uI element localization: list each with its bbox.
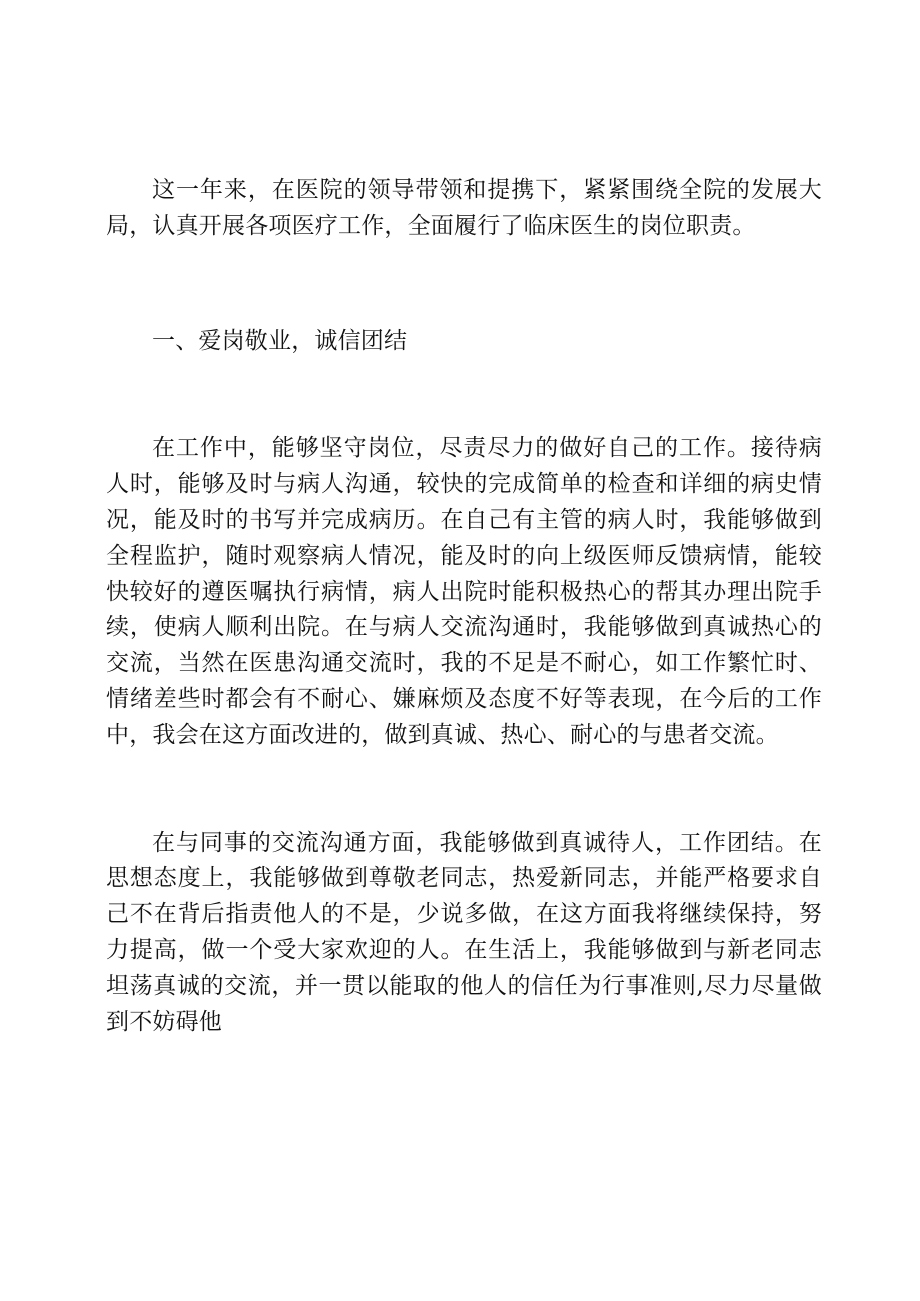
work-paragraph: 在工作中，能够坚守岗位，尽责尽力的做好自己的工作。接待病人时，能够及时与病人沟通，较快的完成简单的检查和详细的病史情况，能及时的书写并完成病历。在自己有主管的病人时，我能够做到全程监护，随时观察病人情况，能及时的向上级医师反馈病情，能较快较好的遵医嘱执行病情，病人出院时能积极热心的帮其办理出院手续，使病人顺利出院。在与病人交流沟通时，我能够做到真诚热心的交流，当然在医患沟通交流时，我的不足是不耐心，如工作繁忙时、情绪差些时都会有不耐心、嫌麻烦及态度不好等表现，在今后的工作中，我会在这方面改进的，做到真诚、热心、耐心的与患者交流。: [106, 435, 822, 748]
document-body: [106, 173, 822, 1040]
intro-paragraph: 这一年来，在医院的领导带领和提携下，紧紧围绕全院的发展大局，认真开展各项医疗工作，全面履行了临床医生的岗位职责。: [106, 177, 822, 239]
section-heading: 一、爱岗敬业，诚信团结: [152, 327, 408, 354]
colleague-paragraph: 在与同事的交流沟通方面，我能够做到真诚待人，工作团结。在思想态度上，我能够做到尊敬老同志，热爱新同志，并能严格要求自己不在背后指责他人的不是，少说多做，在这方面我将继续保持，努力提高，做一个受大家欢迎的人。在生活上，我能够做到与新老同志坦荡真诚的交流，并一贯以能取的他人的信任为行事准则,尽力尽量做到不妨碍他: [106, 829, 822, 1035]
